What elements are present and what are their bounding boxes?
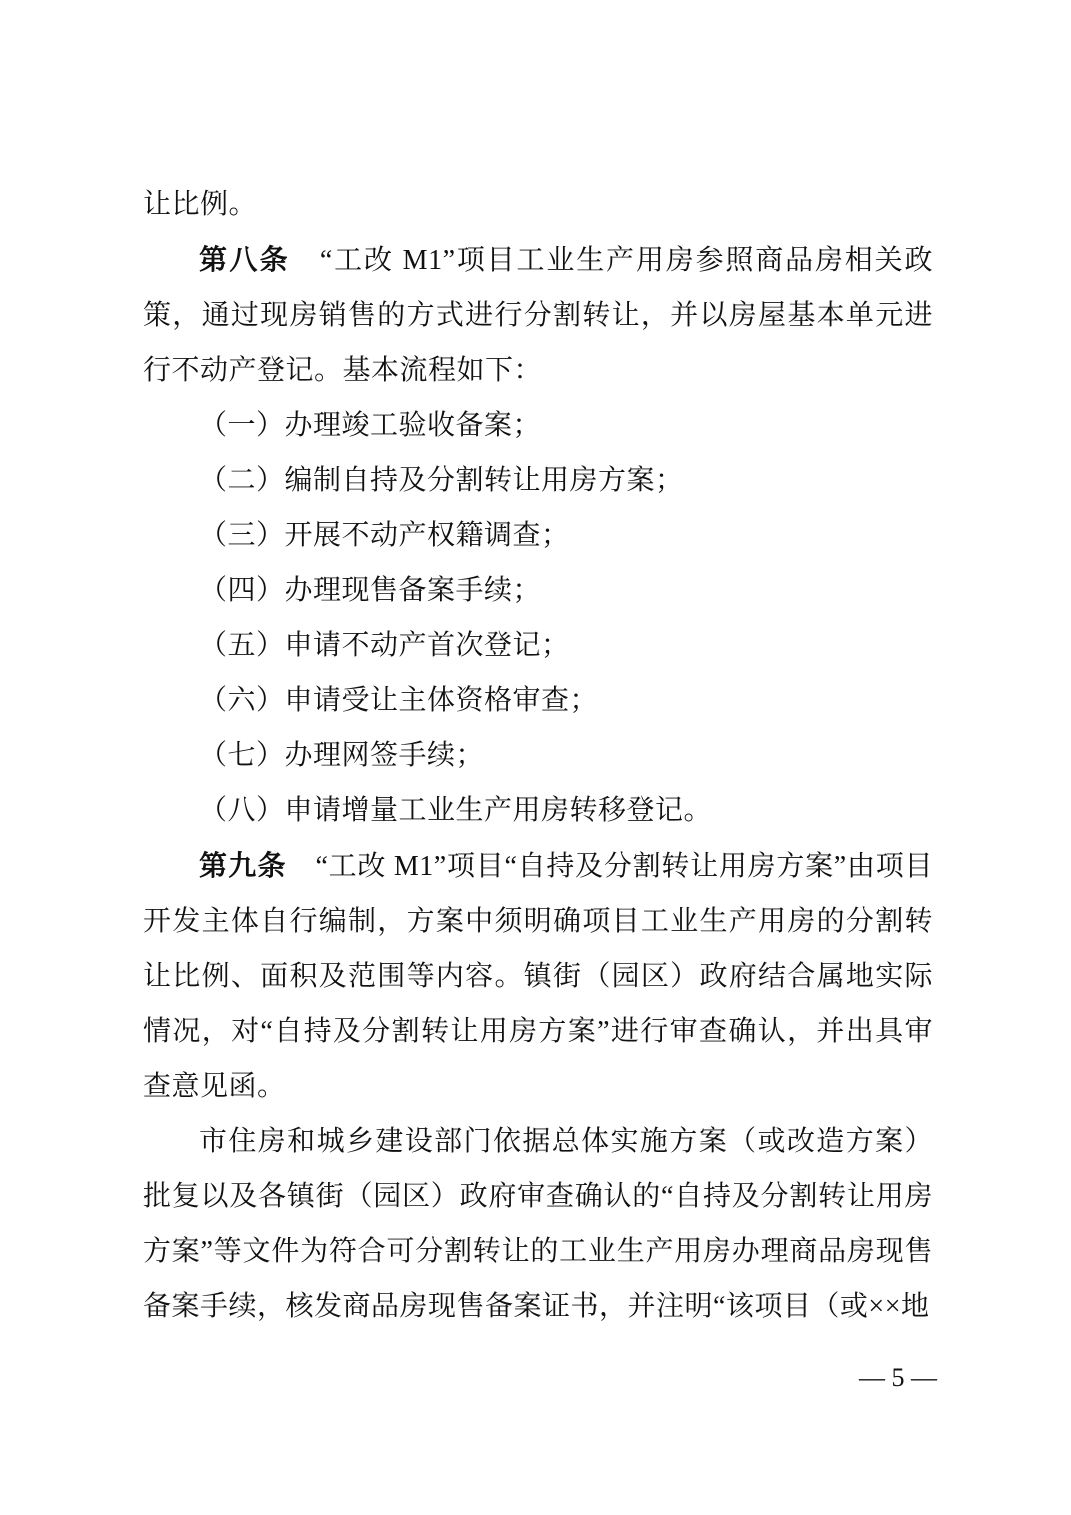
article-number-text: 第八条 [199, 244, 291, 275]
body-text-segment: （六）申请受让主体资格审查； [199, 685, 599, 716]
body-text-segment: （八）申请增量工业生产用房转移登记。 [199, 795, 713, 826]
body-text-segment: （七）办理网签手续； [199, 740, 485, 771]
list-item-5 [143, 618, 933, 673]
body-text-segment: （一）办理竣工验收备案； [199, 410, 542, 441]
body-text-segment: （二）编制自持及分割转让用房方案； [199, 465, 684, 496]
para-housing-dept [143, 1114, 933, 1334]
body-text-segment: “工改 M1”项目“自持及分割转让用房方案”由项目开发主体自行编制，方案中须明确项目工业生产用房的分割转让比例、面积及范围等内容。镇街（园区）政府结合属地实际情况，对“自持及分割转让用房方案”进行审查确认，并出具审查意见函。 [143, 851, 933, 1102]
body-text-segment: （三）开展不动产权籍调查； [199, 520, 570, 551]
page-number: — 5 — [859, 1363, 937, 1392]
body-text-segment: （五）申请不动产首次登记； [199, 630, 570, 661]
list-item-3 [143, 508, 933, 563]
body-text-segment: （四）办理现售备案手续； [199, 575, 542, 606]
list-item-6 [143, 673, 933, 728]
document-body [143, 177, 933, 1334]
list-item-8 [143, 783, 933, 838]
list-item-4 [143, 563, 933, 618]
list-item-2 [143, 453, 933, 508]
para-carryover [143, 177, 933, 232]
para-article-8 [143, 232, 933, 398]
list-item-7 [143, 728, 933, 783]
list-item-1 [143, 398, 933, 453]
body-text-segment: 市住房和城乡建设部门依据总体实施方案（或改造方案）批复以及各镇街（园区）政府审查确认的“自持及分割转让用房方案”等文件为符合可分割转让的工业生产用房办理商品房现售备案手续，核发商品房现售备案证书，并注明“该项目（或××地 [143, 1126, 933, 1322]
body-text-segment: 让比例。 [143, 189, 258, 220]
para-article-9 [143, 838, 933, 1114]
article-number-text: 第九条 [199, 850, 287, 881]
body-text-segment: “工改 M1”项目工业生产用房参照商品房相关政策，通过现房销售的方式进行分割转让，并以房屋基本单元进行不动产登记。基本流程如下： [143, 245, 933, 386]
